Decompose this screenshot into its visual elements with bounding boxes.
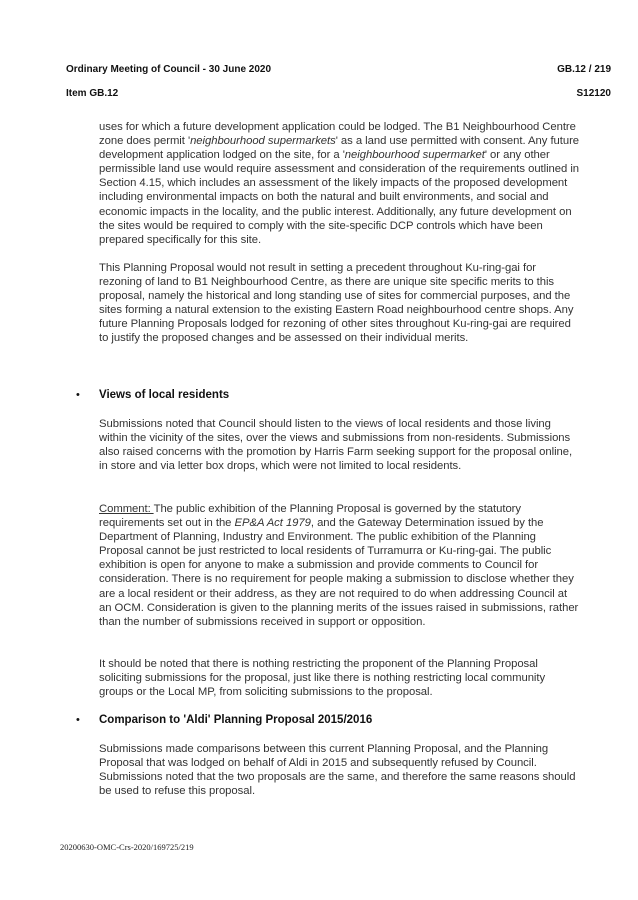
- paragraph-land-use: [99, 120, 581, 247]
- meeting-title: Ordinary Meeting of Council - 30 June 2020: [66, 64, 272, 75]
- bullet-icon: •: [76, 714, 80, 726]
- section-heading-aldi: Comparison to 'Aldi' Planning Proposal 2015/2016: [99, 714, 373, 726]
- italic-term: neighbourhood supermarkets: [190, 135, 336, 148]
- paragraph-submissions-residents: Submissions noted that Council should listen to the views of local residents and those living within the vicinity of the sites, over the views and submissions from non-residents. Submissions also raised concerns with the promotion by Harris Farm seeking support for the proposal online, in store and via letter box drops, which were not limited to local residents.: [99, 418, 573, 473]
- paragraph-soliciting: It should be noted that there is nothing restricting the proponent of the Planning Proposal soliciting submissions for the proposal, just like there is nothing restricting local community groups or the Local MP, from soliciting submissions to the proposal.: [99, 658, 546, 699]
- bullet-icon: •: [76, 389, 80, 401]
- italic-term: neighbourhood supermarket: [344, 149, 485, 162]
- paragraph-precedent: This Planning Proposal would not result in setting a precedent throughout Ku-ring-gai for rezoning of land to B1 Neighbourhood Centre, as there are unique site specific merits to this proposal, namely the historical and long standing use of sites for commercial purposes, and the sites forming a natural extension to the existing Eastern Road neighbourhood centre shops. Any future Planning Proposals lodged for rezoning of other sites throughout Ku-ring-gai are required to justify the proposed changes and be assessed on their individual merits.: [99, 262, 574, 345]
- paragraph-aldi-comparison: Submissions made comparisons between this current Planning Proposal, and the Planning Proposal that was lodged on behalf of Aldi in 2015 and subsequently refused by Council. Submissions noted that the two proposals are the same, and therefore the same reasons should be used to refuse this proposal.: [99, 743, 576, 798]
- item-number: Item GB.12: [66, 88, 119, 99]
- page-reference: GB.12 / 219: [557, 64, 611, 75]
- text: uses for which a future development application could be lodged. The B1 Neighbourhood Centre zone does permit ': [99, 121, 576, 148]
- section-heading-views: Views of local residents: [99, 389, 230, 401]
- text: The public exhibition of the Planning Proposal is governed by the statutory requirements set out in the: [99, 503, 521, 530]
- file-reference: S12120: [576, 88, 611, 99]
- document-footer-reference: 20200630-OMC-Crs-2020/169725/219: [60, 842, 194, 852]
- act-name: EP&A Act 1979: [234, 517, 311, 530]
- text: , and the Gateway Determination issued by the Department of Planning, Industry and Environment. The public exhibition of the Planning Proposal cannot be just restricted to local residents of Turramurra or Ku-ring-gai. The public exhibition is open for anyone to make a submission and provide comments to Council for consideration. There is no requirement for people making a submission to disclose whether they are a local resident or their address, as they are not required to do when addressing Council at an OCM. Consideration is given to the planning merits of the issues raised in submissions, rather than the number of submissions received in support or opposition.: [99, 517, 579, 628]
- comment-label: Comment:: [99, 503, 154, 515]
- text: ' or any other permissible land use would require assessment and consideration of the requirements outlined in Section 4.15, which includes an assessment of the likely impacts of the proposed development including environmental impacts on both the natural and built environments, and social and economic impacts in the locality, and the public interest. Additionally, any future development on the sites would be required to comply with the site-specific DCP controls which have been prepared specifically for this site.: [99, 149, 580, 246]
- paragraph-comment: [99, 502, 581, 629]
- text: ' as a land use permitted with consent. Any future development application lodged on the site, for a ': [99, 135, 580, 162]
